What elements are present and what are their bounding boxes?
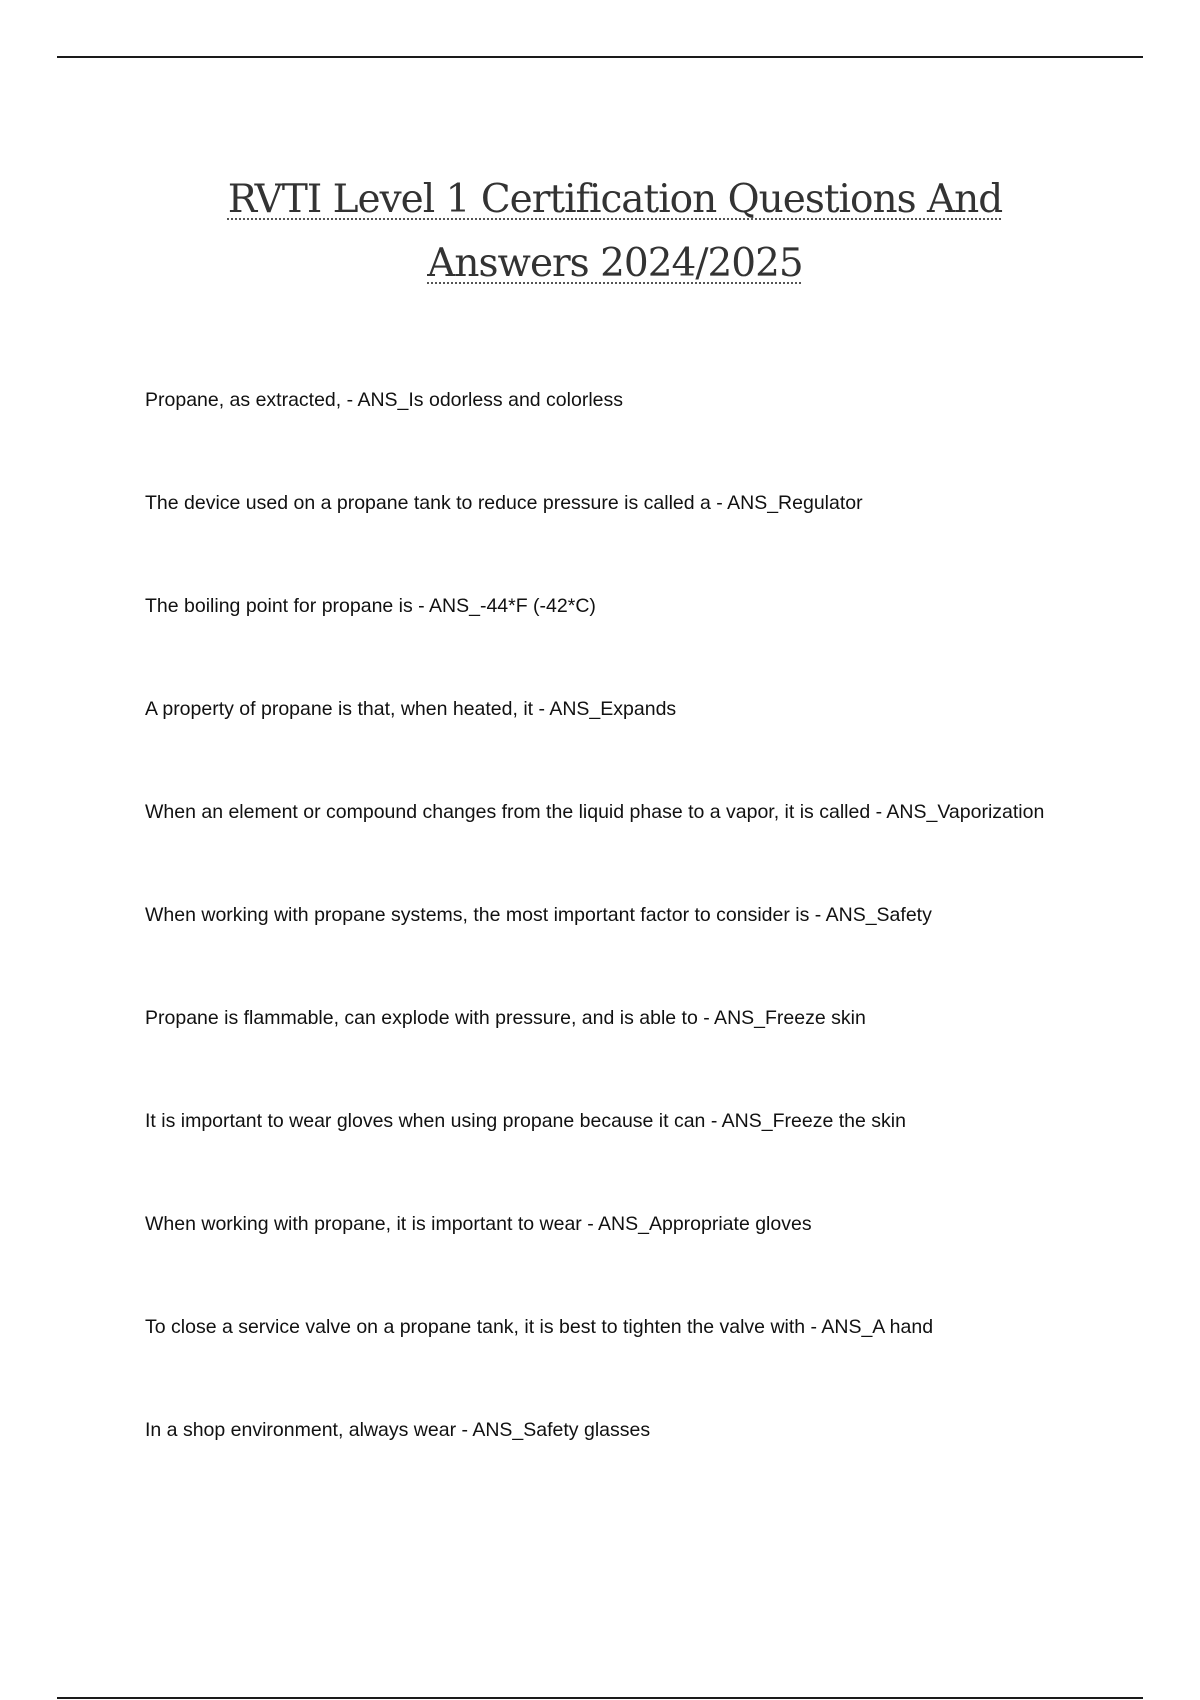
qa-item: A property of propane is that, when heated, it - ANS_Expands <box>145 698 677 720</box>
qa-list <box>145 385 1145 1518</box>
qa-item: When an element or compound changes from the liquid phase to a vapor, it is called - ANS_Vaporization <box>145 801 1045 823</box>
qa-item: Propane is flammable, can explode with pressure, and is able to - ANS_Freeze skin <box>145 1007 866 1029</box>
title-line-1: RVTI Level 1 Certification Questions And <box>227 177 1003 223</box>
header-rule <box>57 56 1143 58</box>
qa-item: To close a service valve on a propane tank, it is best to tighten the valve with - ANS_A hand <box>145 1316 934 1338</box>
title-line-2: Answers 2024/2025 <box>427 241 803 287</box>
qa-item: When working with propane systems, the most important factor to consider is - ANS_Safety <box>145 904 932 926</box>
qa-item: It is important to wear gloves when using propane because it can - ANS_Freeze the skin <box>145 1110 906 1132</box>
qa-item: When working with propane, it is important to wear - ANS_Appropriate gloves <box>145 1213 812 1235</box>
page-title <box>150 168 1080 296</box>
footer-rule <box>57 1697 1143 1699</box>
qa-item: The boiling point for propane is - ANS_-44*F (-42*C) <box>145 595 596 617</box>
qa-item: The device used on a propane tank to reduce pressure is called a - ANS_Regulator <box>145 492 863 514</box>
qa-item: In a shop environment, always wear - ANS_Safety glasses <box>145 1419 651 1441</box>
qa-item: Propane, as extracted, - ANS_Is odorless and colorless <box>145 389 623 411</box>
